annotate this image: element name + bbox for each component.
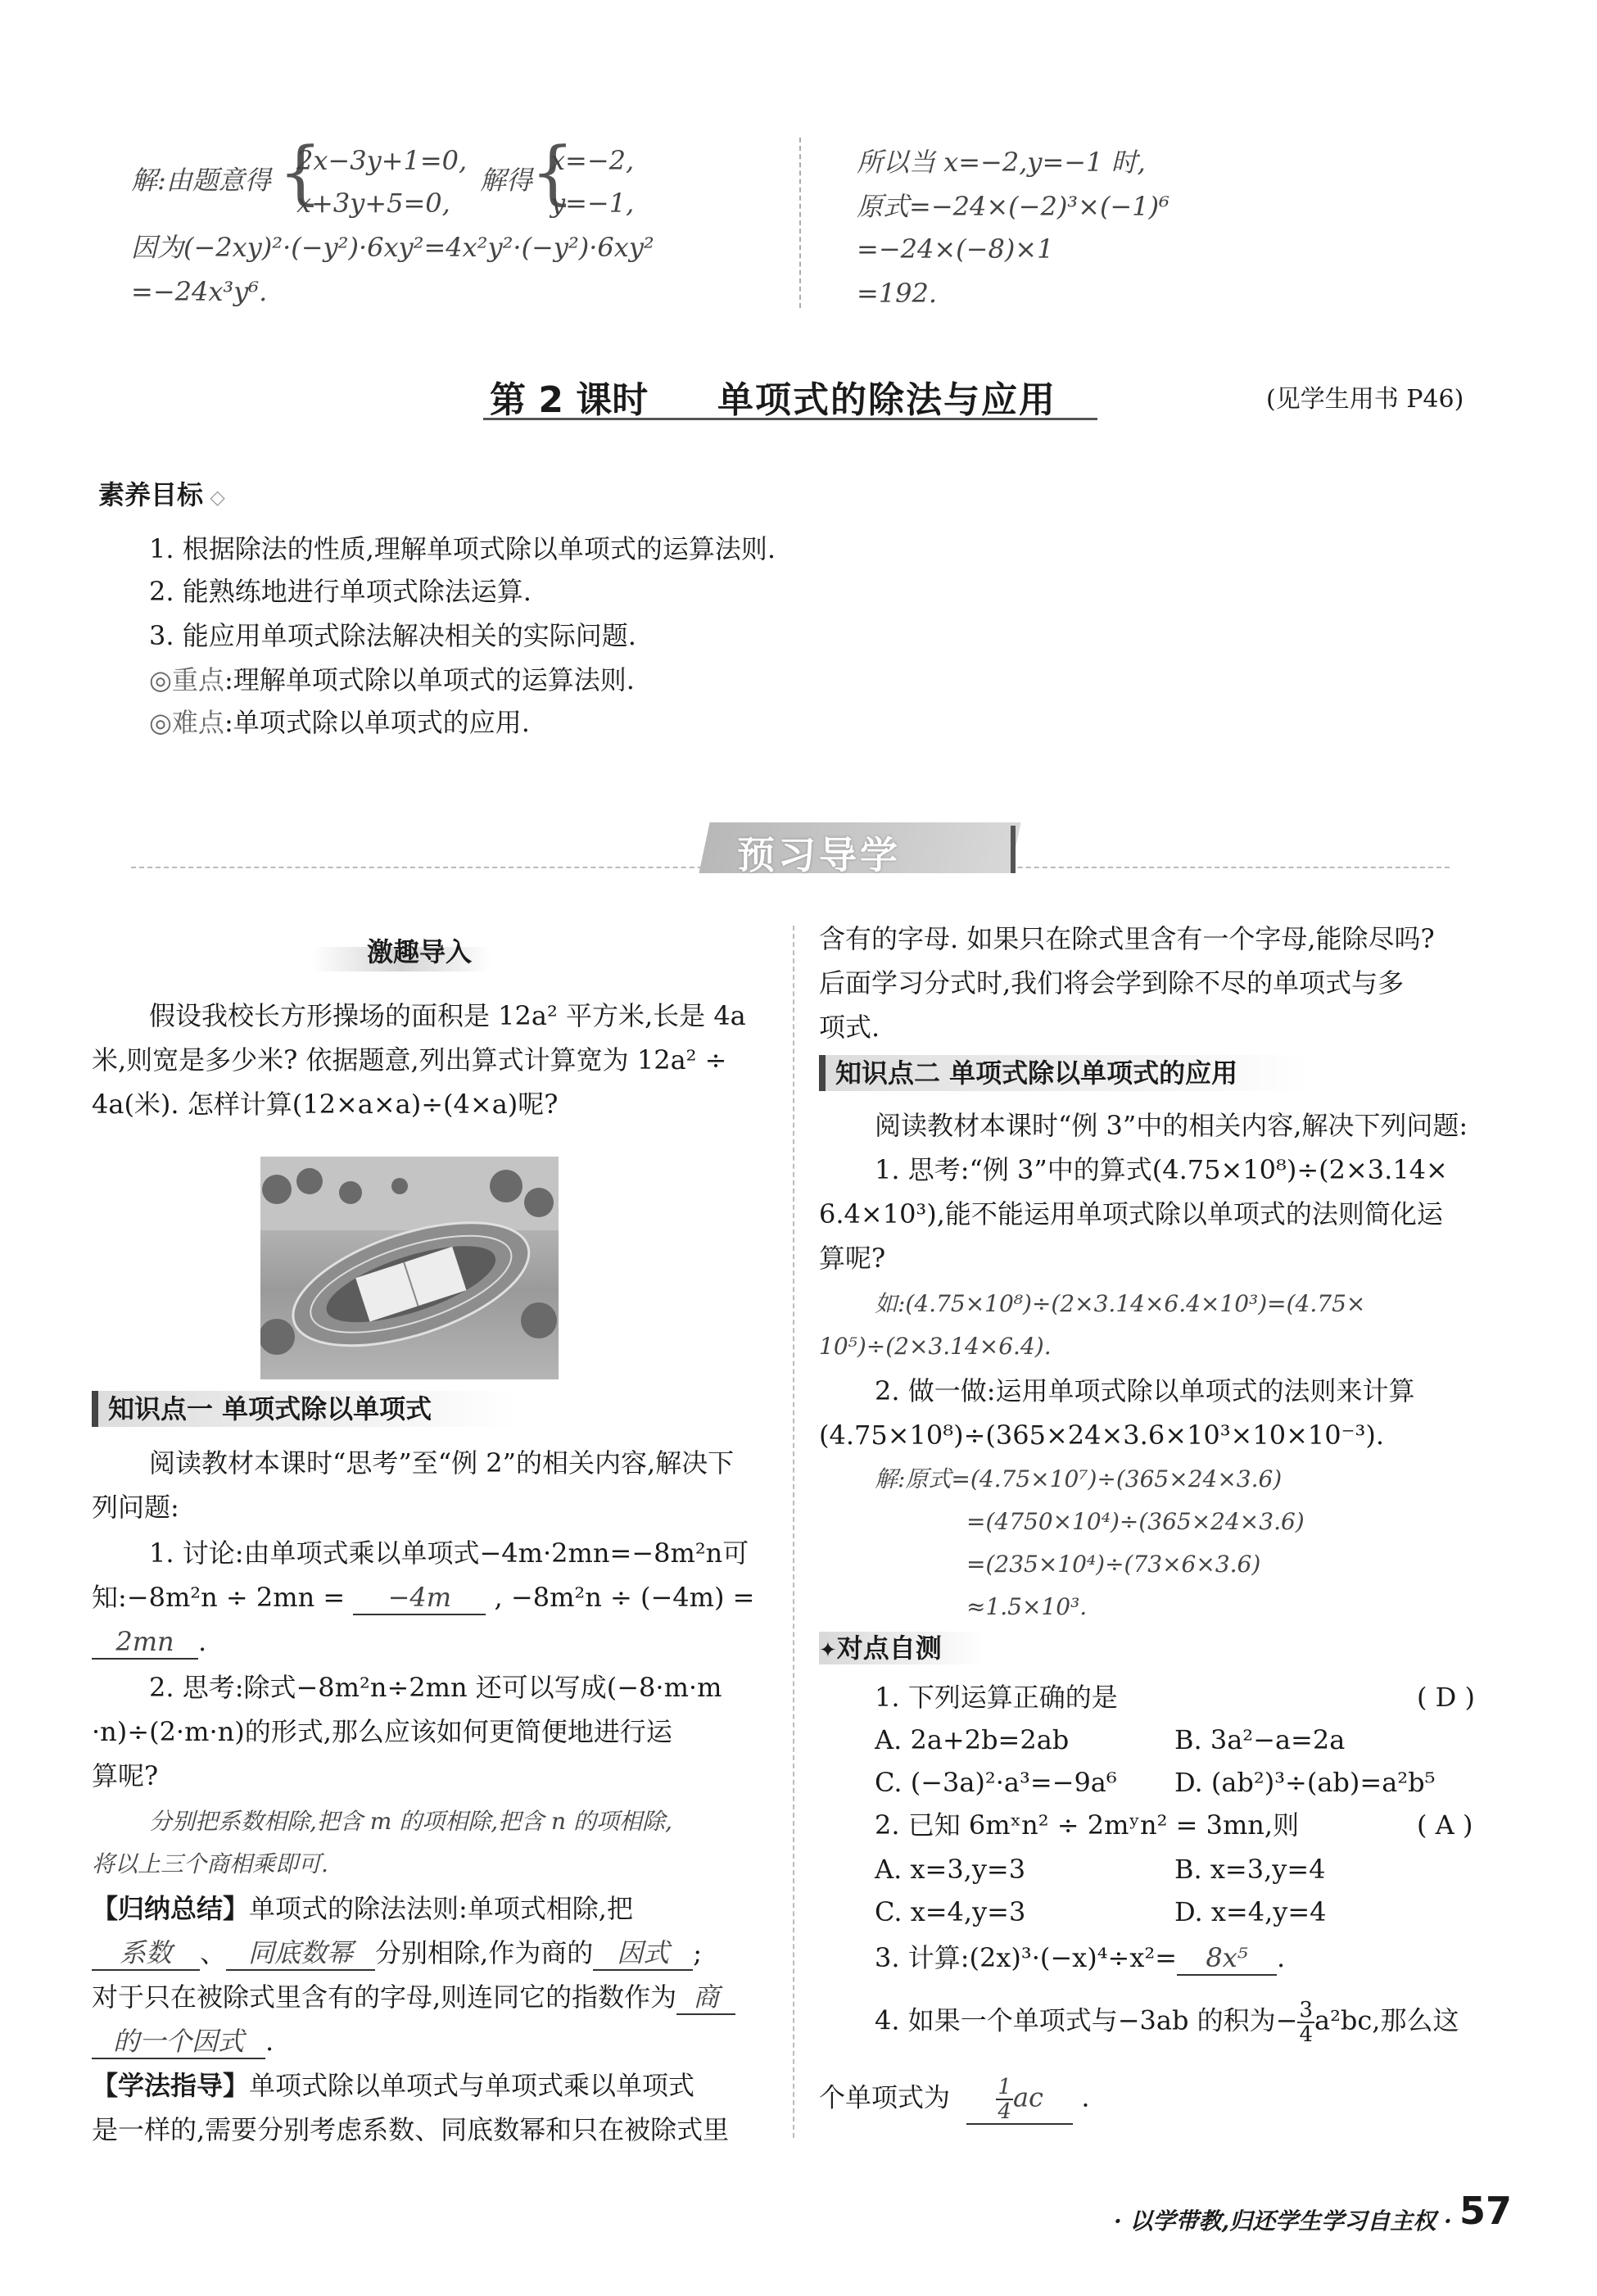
guide-line-1: 【学法指导】单项式除以单项式与单项式乘以单项式 (92, 2070, 695, 2101)
q1-line-a: 1. 讨论:由单项式乘以单项式−4m·2mn=−8m²n可 (149, 1537, 749, 1569)
test-3-answer: 8x⁵ (1177, 1941, 1277, 1976)
r2-line-a: 2. 做一做:运用单项式除以单项式的法则来计算 (875, 1375, 1415, 1406)
self-test-heading: ✦对点自测 (819, 1633, 942, 1664)
q1-line-c: 2mn . (92, 1625, 206, 1660)
goals-heading: 素养目标 ◇ (98, 479, 225, 510)
summary-line-2: 系数 、 同底数幂 分别相除,作为商的 因式 ; (92, 1936, 702, 1971)
footer-slogan: · 以学带教,归还学生学习自主权 · (1114, 2208, 1452, 2235)
solve-label: 解得 (480, 165, 533, 196)
intro-line: 假设我校长方形操场的面积是 12a² 平方米,长是 4a (149, 1000, 746, 1031)
test-2-answer: ( A ) (1417, 1809, 1473, 1841)
right-line-2: 原式=−24×(−2)³×(−1)⁶ (857, 191, 1169, 222)
summary-answer-factor-2: 的一个因式 (92, 2025, 265, 2059)
banner-title: 预习导学 (737, 833, 901, 877)
r1-line-b: 6.4×10³),能不能运用单项式除以单项式的法则简化运 (819, 1198, 1443, 1230)
continued-line: 含有的字母. 如果只在除式里含有一个字母,能除尽吗? (819, 923, 1435, 954)
knowledge-point-1-heading: 知识点一 单项式除以单项式 (108, 1393, 432, 1424)
sparkle-icon: ✦ (819, 1638, 837, 1663)
right-line-4: =192. (857, 278, 938, 309)
r2-solution-step: =(235×10⁴)÷(73×6×3.6) (966, 1551, 1261, 1578)
knowledge-point-2-heading: 知识点二 单项式除以单项式的应用 (835, 1057, 1238, 1089)
summary-label: 【归纳总结】 (92, 1893, 250, 1924)
solution-y: y=−1, (550, 188, 635, 219)
continued-line: 后面学习分式时,我们将会学到除不尽的单项式与多 (819, 967, 1405, 999)
summary-line-4: 的一个因式 . (92, 2025, 274, 2059)
test-1-option-c: C. (−3a)²·a³=−9a⁶ (875, 1767, 1117, 1798)
test-2-option-c: C. x=4,y=3 (875, 1896, 1026, 1927)
brace-icon: { (278, 132, 323, 212)
r1-answer: 10⁵)÷(2×3.14×6.4). (819, 1333, 1052, 1360)
q1-answer-2: 2mn (92, 1625, 198, 1660)
solution-intro: 解:由题意得 (131, 165, 271, 196)
solution-line-3: 因为(−2xy)²·(−y²)·6xy²=4x²y²·(−y²)·6xy² (131, 232, 654, 263)
difficulty-point: ◎难点:单项式除以单项式的应用. (149, 707, 530, 738)
stadium-icon (260, 1157, 559, 1379)
goal-item: 3. 能应用单项式除法解决相关的实际问题. (149, 620, 636, 651)
continued-line: 项式. (819, 1012, 880, 1043)
k1-heading-bar (92, 1391, 98, 1427)
r1-answer: 如:(4.75×10⁸)÷(2×3.14×6.4×10³)=(4.75× (875, 1290, 1366, 1317)
summary-line-3: 对于只在被除式里含有的字母,则连同它的指数作为 商 (92, 1981, 735, 2015)
intro-heading: 激趣导入 (367, 936, 473, 967)
intro-line: 米,则宽是多少米? 依据题意,列出算式计算宽为 12a² ÷ (92, 1044, 727, 1076)
lesson-number: 第 2 课时 (490, 379, 649, 421)
k2-read: 阅读教材本课时“例 3”中的相关内容,解决下列问题: (875, 1110, 1468, 1141)
equation-2: x+3y+5=0, (296, 188, 450, 219)
intro-line: 4a(米). 怎样计算(12×a×a)÷(4×a)呢? (92, 1089, 559, 1120)
lesson-title-bar (483, 367, 1097, 420)
r2-solution-step: =(4750×10⁴)÷(365×24×3.6) (966, 1508, 1305, 1535)
q2-answer: 分别把系数相除,把含 m 的项相除,把含 n 的项相除, (149, 1808, 672, 1835)
test-4-question: 4. 如果一个单项式与−3ab 的积为− $\frac{3}{4}$ a²bc,那么这 (875, 1998, 1459, 2047)
test-4-line-b: 个单项式为 $\frac{1}{4}$ ac . (819, 2075, 1090, 2124)
goal-item: 2. 能熟练地进行单项式除法运算. (149, 576, 532, 607)
r2-solution-step: 解:原式=(4.75×10⁷)÷(365×24×3.6) (875, 1465, 1283, 1492)
diamond-icon: ◇ (203, 486, 225, 509)
test-1-option-b: B. 3a²−a=2a (1174, 1724, 1346, 1755)
goal-item: 1. 根据除法的性质,理解单项式除以单项式的运算法则. (149, 533, 776, 564)
test-4-answer: $\frac{1}{4}$ ac (966, 2076, 1073, 2125)
guide-line-2: 是一样的,需要分别考虑系数、同底数幂和只在被除式里 (92, 2114, 730, 2145)
column-divider (793, 926, 794, 2138)
right-line-1: 所以当 x=−2,y=−1 时, (857, 147, 1146, 178)
q2-line-b: ·n)÷(2·m·n)的形式,那么应该如何更简便地进行运 (92, 1716, 672, 1747)
solution-x: x=−2, (550, 145, 635, 176)
brace-icon: { (531, 132, 575, 212)
summary-answer-power: 同底数幂 (226, 1936, 375, 1971)
q1-answer-1: −4m (353, 1581, 486, 1615)
equation-1: 2x−3y+1=0, (296, 145, 468, 176)
page-number: 57 (1459, 2189, 1513, 2233)
test-2-option-b: B. x=3,y=4 (1174, 1854, 1326, 1885)
k1-read: 阅读教材本课时“思考”至“例 2”的相关内容,解决下 (149, 1447, 735, 1479)
fraction-three-quarters: $\frac{3}{4}$ (1299, 1998, 1313, 2047)
playground-image (260, 1157, 559, 1379)
summary-answer-quotient: 商 (676, 1981, 735, 2015)
test-1-question: 1. 下列运算正确的是 (875, 1682, 1118, 1713)
r2-line-b: (4.75×10⁸)÷(365×24×3.6×10³×10×10⁻³). (819, 1420, 1384, 1451)
q2-answer: 将以上三个商相乘即可. (92, 1850, 328, 1877)
test-2-option-a: A. x=3,y=3 (875, 1854, 1026, 1885)
guide-label: 【学法指导】 (92, 2070, 250, 2101)
banner-edge (1011, 826, 1016, 873)
summary-answer-coefficient: 系数 (92, 1936, 200, 1971)
summary-line-1: 【归纳总结】单项式的除法法则:单项式相除,把 (92, 1893, 633, 1924)
test-1-option-d: D. (ab²)³÷(ab)=a²b⁵ (1174, 1767, 1436, 1798)
lesson-title: 单项式的除法与应用 (717, 379, 1056, 421)
k1-read: 列问题: (92, 1492, 179, 1523)
r2-solution-step: ≈1.5×10³. (966, 1593, 1088, 1620)
right-line-3: =−24×(−8)×1 (857, 233, 1054, 265)
test-2-option-d: D. x=4,y=4 (1174, 1896, 1327, 1927)
k2-heading-bar (819, 1055, 826, 1091)
q2-line-a: 2. 思考:除式−8m²n÷2mn 还可以写成(−8·m·m (149, 1672, 722, 1703)
q2-line-c: 算呢? (92, 1760, 159, 1791)
r1-line-a: 1. 思考:“例 3”中的算式(4.75×10⁸)÷(2×3.14× (875, 1154, 1448, 1185)
r1-line-c: 算呢? (819, 1243, 886, 1274)
summary-answer-factor: 因式 (593, 1936, 693, 1971)
column-divider (799, 138, 801, 308)
test-3-question: 3. 计算:(2x)³·(−x)⁴÷x²= 8x⁵ . (875, 1941, 1285, 1976)
test-1-answer: ( D ) (1417, 1682, 1475, 1713)
lesson-reference: (见学生用书 P46) (1266, 385, 1464, 414)
key-point: ◎重点:理解单项式除以单项式的运算法则. (149, 664, 635, 695)
solution-line-4: =−24x³y⁶. (131, 276, 268, 307)
test-2-question: 2. 已知 6mˣn² ÷ 2mʸn² = 3mn,则 (875, 1809, 1300, 1841)
test-1-option-a: A. 2a+2b=2ab (875, 1724, 1070, 1755)
q1-line-b: 知:−8m²n ÷ 2mn = −4m , −8m²n ÷ (−4m) = (92, 1581, 754, 1615)
